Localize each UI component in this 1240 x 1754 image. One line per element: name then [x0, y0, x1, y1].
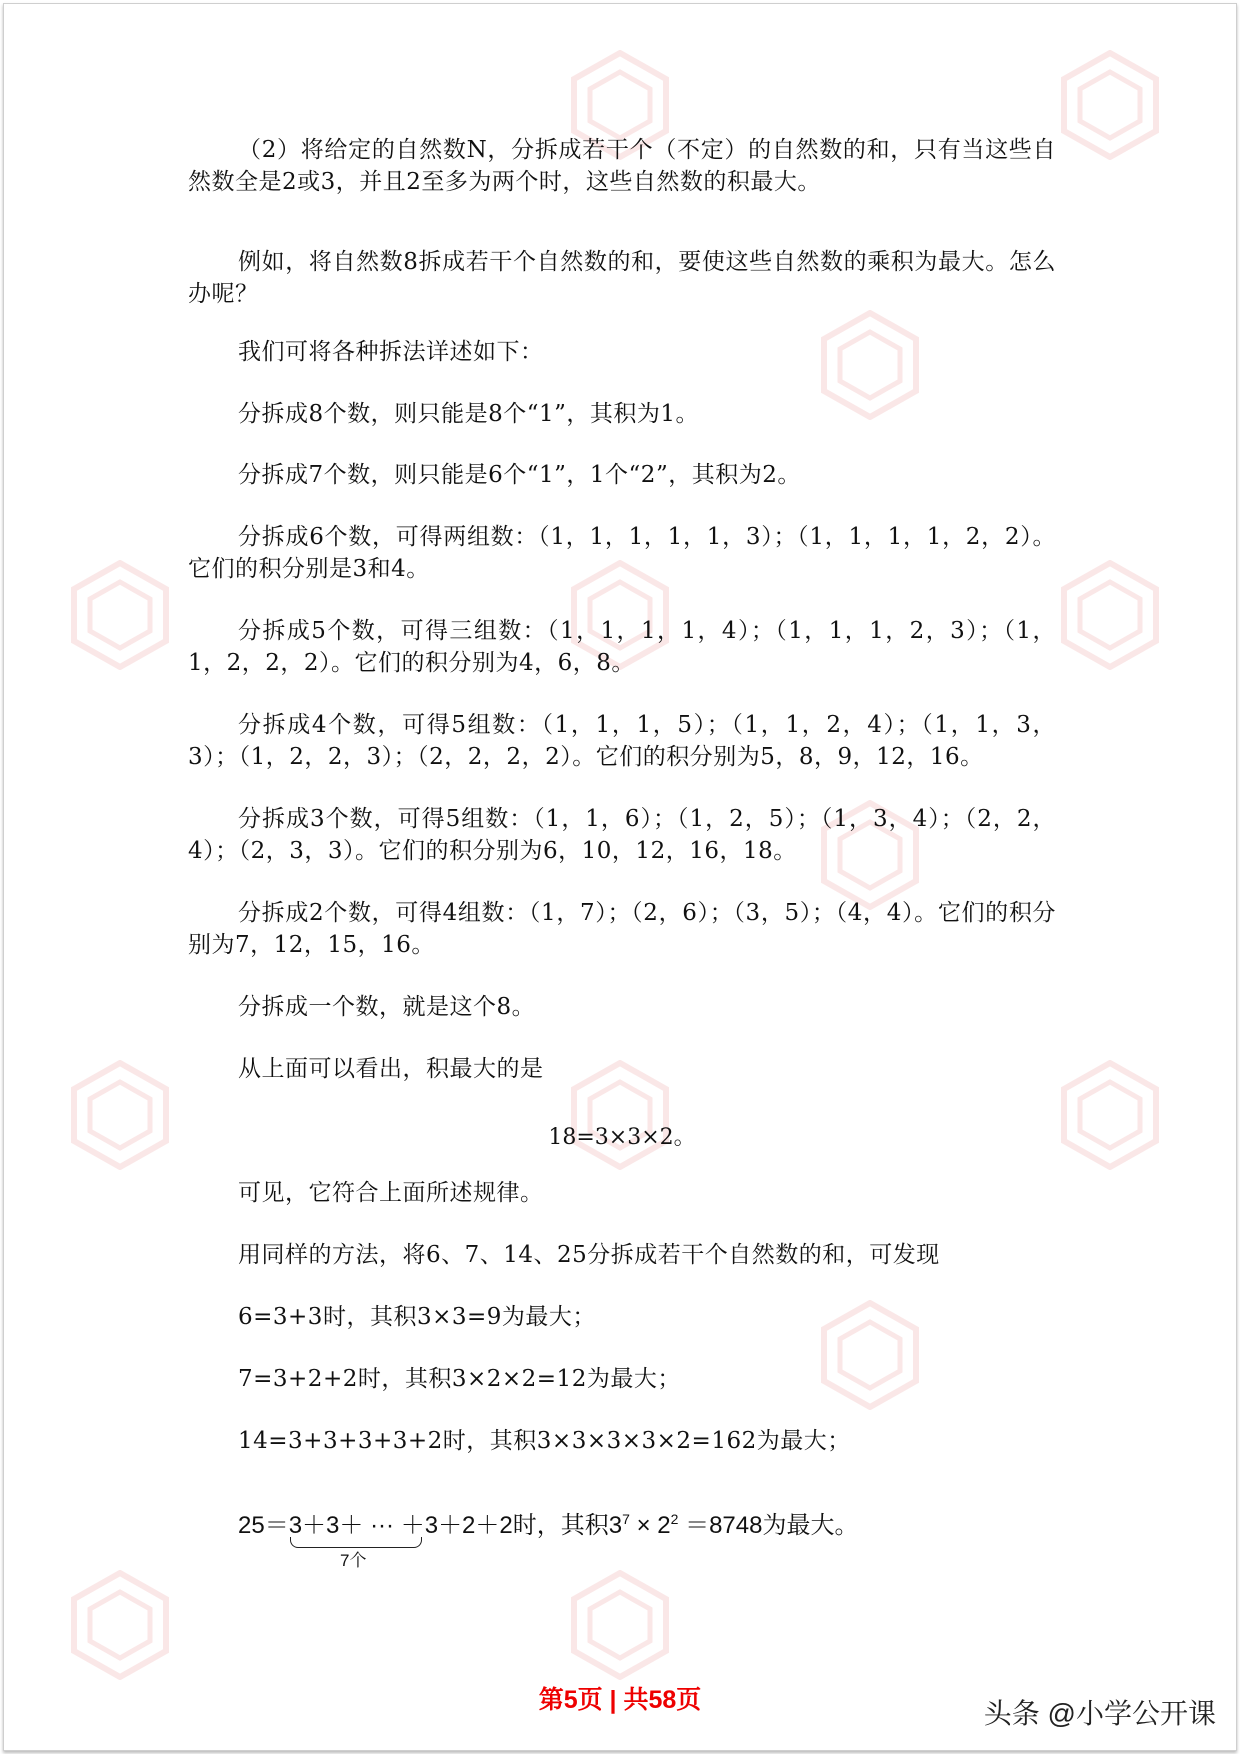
page-number: 第5页 | 共58页 [538, 1686, 702, 1714]
paragraph: 从上面可以看出，积最大的是 [238, 1056, 544, 1082]
paragraph: 例如，将自然数8拆成若干个自然数的和，要使这些自然数的乘积为最大。怎么办呢？ [188, 249, 1056, 307]
paragraph: 分拆成3个数，可得5组数：（1，1，6）；（1，2，5）；（1，3，4）；（2，2，4）；（2，3，3）。它们的积分别为6，10，12，16，18。 [188, 806, 1056, 864]
paragraph: 6=3+3时，其积3×3=9为最大； [238, 1304, 596, 1330]
hexagon-watermark-icon [1060, 50, 1160, 160]
hexagon-watermark-icon [70, 1570, 170, 1680]
exponent: 2 [670, 1511, 679, 1527]
paragraph: 分拆成7个数，则只能是6个“1”，1个“2”，其积为2。 [238, 462, 801, 488]
paragraph: 7=3+2+2时，其积3×2×2=12为最大； [238, 1366, 681, 1392]
hexagon-watermark-icon [1060, 560, 1160, 670]
formula-times: × 2 [629, 1512, 671, 1539]
formula [238, 1505, 858, 1540]
paragraph: 分拆成2个数，可得4组数：（1，7）；（2，6）；（3，5）；（4，4）。它们的积分别为7，12，15，16。 [188, 900, 1056, 958]
brace-label: 7个 [340, 1551, 367, 1570]
paragraph: 分拆成一个数，就是这个8。 [238, 994, 536, 1020]
hexagon-watermark-icon [1060, 1060, 1160, 1170]
exponent: 7 [622, 1511, 630, 1527]
formula-tail: ＝8748为最大。 [678, 1512, 859, 1539]
formula-rest: ＋2＋2时，其积3 [438, 1512, 623, 1539]
center-equation: 18=3×3×2。 [548, 1125, 696, 1150]
paragraph: 用同样的方法，将6、7、14、25分拆成若干个自然数的和，可发现 [238, 1242, 940, 1268]
paragraph: 可见，它符合上面所述规律。 [238, 1180, 544, 1206]
hexagon-watermark-icon [570, 1570, 670, 1680]
paragraph: 分拆成4个数，可得5组数：（1，1，1，5）；（1，1，2，4）；（1，1，3，3）；（1，2，2，3）；（2，2，2，2）。它们的积分别为5，8，9，12，16。 [188, 712, 1056, 770]
formula-terms: 3＋3＋ ··· ＋3 [288, 1512, 439, 1539]
paragraph: （2）将给定的自然数N，分拆成若干个（不定）的自然数的和，只有当这些自然数全是2或3，并且2至多为两个时，这些自然数的积最大。 [188, 137, 1056, 195]
paragraph: 14=3+3+3+3+2时，其积3×3×3×3×2=162为最大； [238, 1428, 851, 1454]
formula-lhs: 25＝ [238, 1512, 289, 1539]
paragraph: 分拆成8个数，则只能是8个“1”，其积为1。 [238, 401, 700, 427]
hexagon-watermark-icon [70, 1060, 170, 1170]
paragraph: 分拆成5个数，可得三组数：（1，1，1，1，4）；（1，1，1，2，3）；（1，1，2，2，2）。它们的积分别为4，6，8。 [188, 618, 1056, 676]
paragraph: 分拆成6个数，可得两组数：（1，1，1，1，1，3）；（1，1，1，1，2，2）。它们的积分别是3和4。 [188, 524, 1056, 582]
brand-watermark: 头条 @小学公开课 [983, 1698, 1216, 1729]
paragraph: 我们可将各种拆法详述如下： [238, 339, 544, 365]
hexagon-watermark-icon [70, 560, 170, 670]
